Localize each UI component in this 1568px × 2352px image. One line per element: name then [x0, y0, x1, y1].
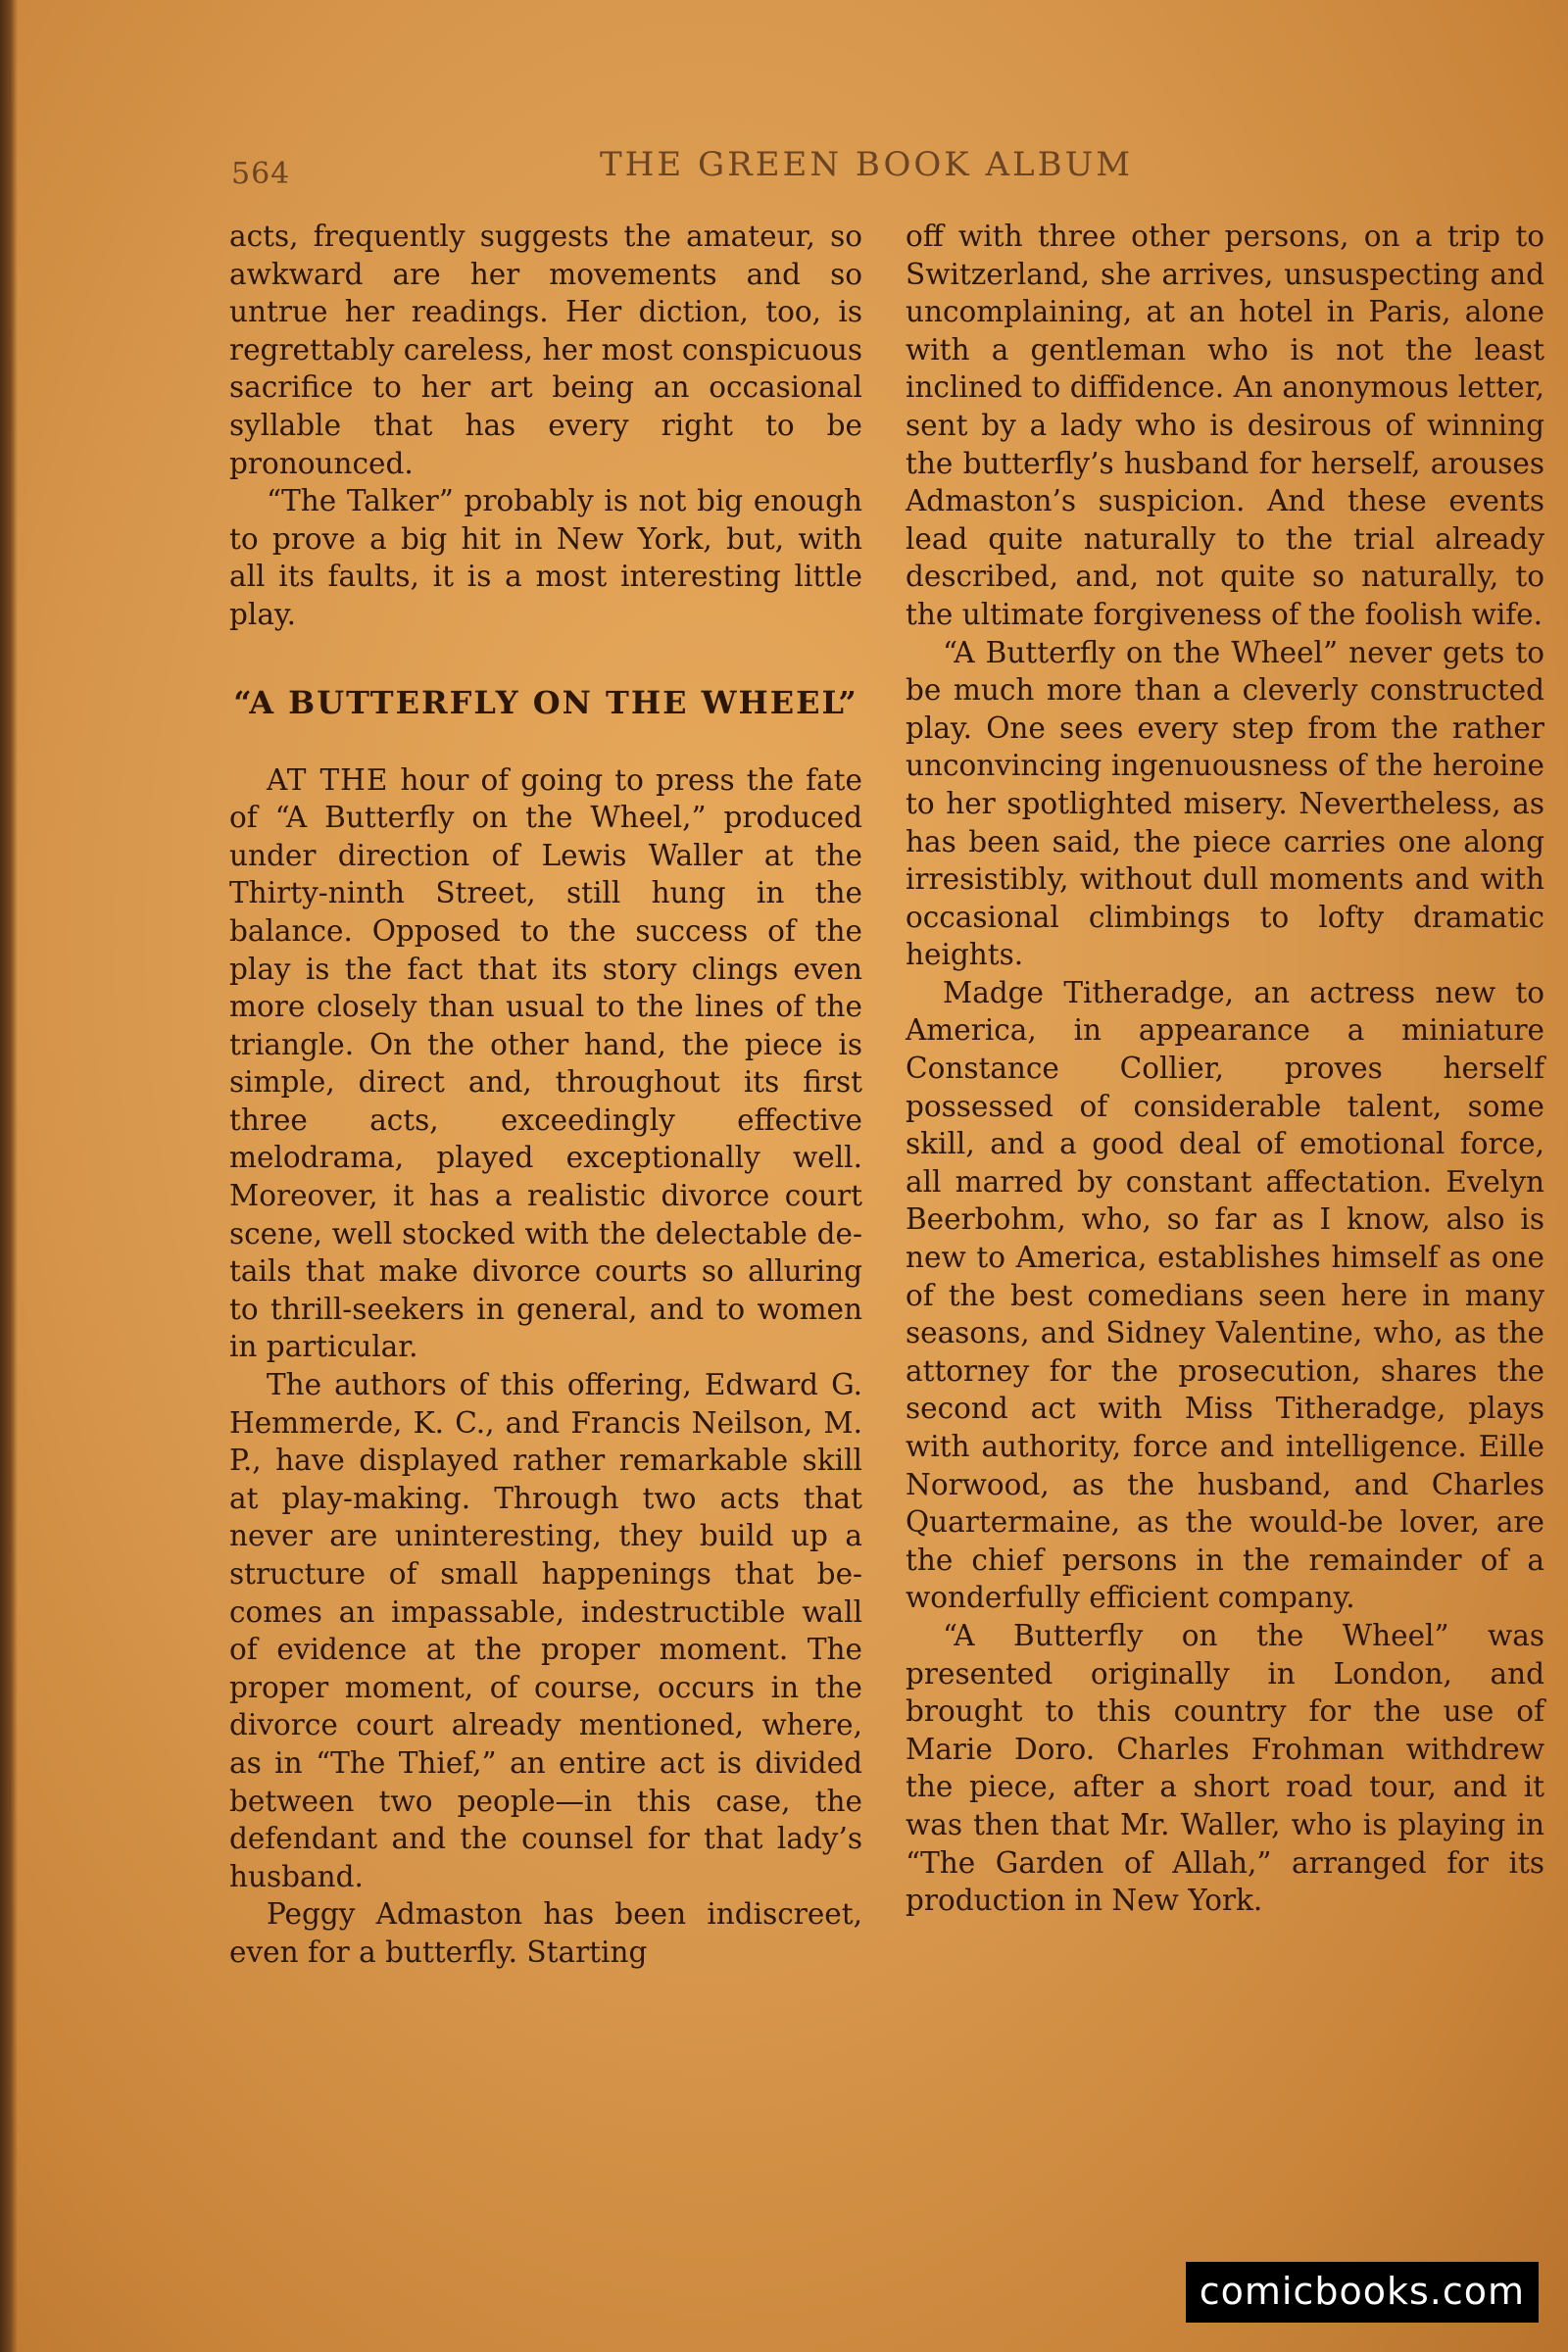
left-column: [229, 218, 862, 1972]
right-paragraph-4: “A Butterfly on the Wheel” was presented originally in London, and brought to this country for the use of Marie Doro. Charles Frohman withdrew the piece, after a short road tour, and it was then that Mr. Waller, who is playing in “The Garden of Allah,” arranged for its production in New York.: [906, 1618, 1544, 1918]
right-paragraph-3: Madge Titheradge, an actress new to America, in appearance a miniature Constance Collier, proves herself possessed of considerable talent, some skill, and a good deal of emotional force, all marred by constant affectation. Evelyn Beerbohm, who, so far as I know, also is new to America, establishes himself as one of the best comedians seen here in many seasons, and Sidney Valentine, who, as the attorney for the prosecution, shares the second act with Miss Titheradge, plays with authority, force and intelligence. Eille Norwood, as the husband, and Charles Quartermaine, as the would-be lover, are the chief persons in the remainder of a wonderfully efficient company.: [906, 975, 1544, 1615]
right-column: [906, 218, 1544, 1920]
page-header: [231, 145, 1544, 204]
left-paragraph-4: The authors of this offering, Edward G. Hemmerde, K. C., and Francis Neilson, M. P., have displayed rather remarkable skill at play-making. Through two acts that never are uninteresting, they build up a structure of small happenings that becomes an impassable, indestructible wall of evidence at the proper moment. The proper moment, of course, occurs in the divorce court already mentioned, where, as in “The Thief,” an entire act is divided between two people—in this case, the defendant and the counsel for that lady’s husband.: [229, 1368, 862, 1893]
section-heading: “A BUTTERFLY ON THE WHEEL”: [233, 683, 858, 721]
right-paragraph-1: off with three other persons, on a trip to Switzerland, she arrives, unsuspecting and uncomplaining, at an hotel in Paris, alone with a gentleman who is not the least inclined to diffidence. An anonymous letter, sent by a lady who is desirous of winning the butterfly’s husband for herself, arouses Admaston’s suspicion. And these events lead quite naturally to the trial already described, and, not quite so naturally, to the ultimate forgiveness of the foolish wife.: [906, 220, 1544, 631]
left-paragraph-1: acts, frequently suggests the amateur, so awkward are her movements and so untrue her readings. Her diction, too, is regrettably careless, her most conspicuous sacrifice to her art being an occasional syllable that has every right to be pronounced.: [229, 220, 862, 480]
watermark-label: comicbooks.com: [1186, 2262, 1539, 2323]
left-paragraph-2: “The Talker” probably is not big enough to prove a big hit in New York, but, with all its faults, it is a most interesting little play.: [229, 484, 862, 631]
lead-in-caps: AT THE: [267, 762, 389, 797]
page-binding-edge: [0, 0, 18, 2352]
right-paragraph-2: “A Butterfly on the Wheel” never gets to be much more than a cleverly constructed play. One sees every step from the rather unconvincing ingenuousness of the heroine to her spotlighted misery. Nevertheless, as has been said, the piece carries one along irresistibly, without dull moments and with occasional climbings to lofty dramatic heights.: [906, 635, 1544, 972]
left-paragraph-5: Peggy Admaston has been indiscreet, even for a butterfly. Starting: [229, 1897, 862, 1969]
page-number: 564: [231, 157, 291, 191]
left-paragraph-3: [229, 761, 862, 1367]
running-title: THE GREEN BOOK ALBUM: [600, 145, 1134, 184]
left-paragraph-3-body: hour of going to press the fate of “A Butterfly on the Wheel,” produced under direction of Lewis Waller at the Thirty-ninth Street, still hung in the balance. Opposed to the success of the play is the fact that its story clings even more closely than usual to the lines of the triangle. On the other hand, the piece is simple, direct and, throughout its first three acts, exceedingly effective melodrama, played exceptionally well. Moreover, it has a realistic divorce court scene, well stocked with the delectable details that make divorce courts so alluring to thrill-seekers in general, and to women in particular.: [229, 762, 862, 1364]
